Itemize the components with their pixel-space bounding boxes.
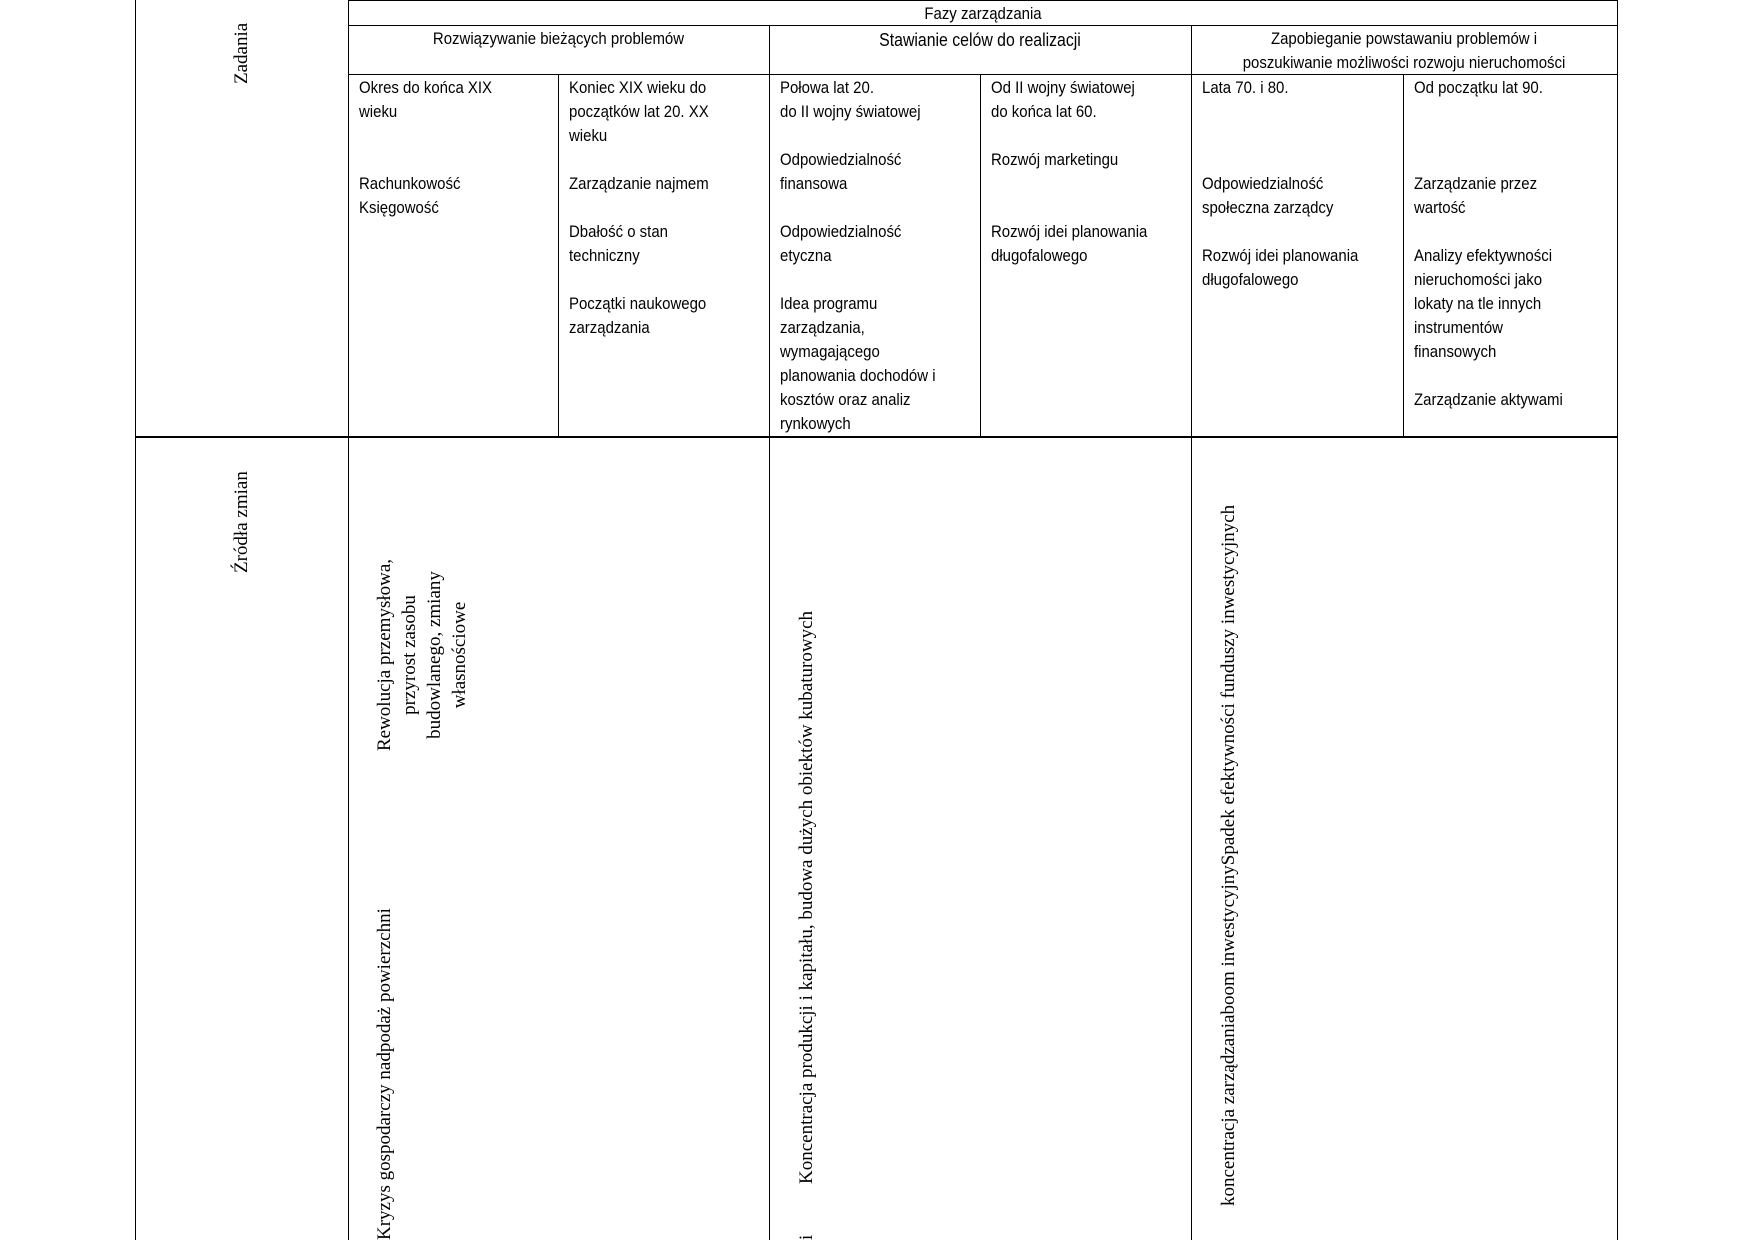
period-text-line: Zarządzanie aktywami xyxy=(1414,390,1563,409)
source-phase1-b: Kryzys gospodarczy nadpodaż powierzchni xyxy=(374,908,395,1240)
label-column-border xyxy=(348,0,349,1240)
phase-border-2 xyxy=(1191,25,1192,1240)
period-text-line: kosztów oraz analiz xyxy=(780,390,911,409)
period-text-line: Rozwój idei planowania xyxy=(1202,246,1359,265)
period-text-line: zarządzania, xyxy=(780,318,865,337)
period-text-line: techniczny xyxy=(569,246,640,265)
header-main: Fazy zarządzania xyxy=(924,4,1042,23)
period-text-line: finansowych xyxy=(1414,342,1497,361)
period-text-line: Odpowiedzialność xyxy=(780,150,902,169)
phase-3-header-line2: poszukiwanie możliwości rozwoju nieruchomości xyxy=(1242,53,1566,72)
period-text-line: do końca lat 60. xyxy=(991,102,1097,121)
period-text-line: etyczna xyxy=(780,246,832,265)
period-text-line: finansowa xyxy=(780,174,848,193)
table-left-border xyxy=(135,0,136,1240)
period-text-line: Idea programu xyxy=(780,294,878,313)
source-phase1-a-line3: budowlanego, zmiany xyxy=(424,571,445,739)
source-phase1-a-line2: przyrost zasobu xyxy=(399,595,420,715)
period-text-line: Lata 70. i 80. xyxy=(1202,78,1289,97)
source-phase2-b: i xyxy=(796,1234,817,1240)
period-text-line: Od początku lat 90. xyxy=(1414,78,1543,97)
period-text-line: Zarządzanie przez xyxy=(1414,174,1538,193)
phase-border-1 xyxy=(769,25,770,1240)
period-text-line: wieku xyxy=(569,126,608,145)
period-text-line: Rozwój idei planowania xyxy=(991,222,1148,241)
period-text-line: Koniec XIX wieku do xyxy=(569,78,707,97)
source-phase3-a: Spadek efektywności funduszy inwestycyjnych xyxy=(1218,504,1239,866)
col-border-3 xyxy=(980,74,981,436)
period-text-line: Dbałość o stan xyxy=(569,222,668,241)
source-phase1-a-line1: Rewolucja przemysłowa, xyxy=(374,558,395,752)
source-phase1-a xyxy=(372,540,472,770)
period-text-line: Rozwój marketingu xyxy=(991,150,1119,169)
row-label-sources: Źródła zmian xyxy=(231,471,252,573)
phase-1-header: Rozwiązywanie bieżących problemów xyxy=(432,29,685,48)
col-border-5 xyxy=(1403,74,1404,436)
period-text-line: rynkowych xyxy=(780,414,851,433)
period-text-line: długofalowego xyxy=(1202,270,1299,289)
period-text-line: wymagającego xyxy=(780,342,880,361)
period-text-line: instrumentów xyxy=(1414,318,1503,337)
period-text-line: Połowa lat 20. xyxy=(780,78,874,97)
phase-3-header-line1: Zapobieganie powstawaniu problemów i xyxy=(1270,29,1538,48)
table-right-border xyxy=(1617,0,1618,1240)
period-text-line: wartość xyxy=(1414,198,1466,217)
period-text-line: zarządzania xyxy=(569,318,650,337)
period-text-line: długofalowego xyxy=(991,246,1088,265)
period-text-line: Okres do końca XIX xyxy=(359,78,493,97)
table-top-border xyxy=(348,0,1618,1)
period-text-line: nieruchomości jako xyxy=(1414,270,1543,289)
period-text-line: Rachunkowość xyxy=(359,174,461,193)
phase-2-header: Stawianie celów do realizacji xyxy=(879,30,1081,50)
period-text-line: Początki naukowego xyxy=(569,294,707,313)
period-text-line: Od II wojny światowej xyxy=(991,78,1135,97)
period-text-line: do II wojny światowej xyxy=(780,102,921,121)
row-label-tasks: Zadania xyxy=(231,22,252,84)
source-phase3-combined xyxy=(1216,505,1241,1206)
source-phase1-a-line4: własnościowe xyxy=(449,601,470,709)
period-text-line: Księgowość xyxy=(359,198,439,217)
section-divider xyxy=(135,436,1618,438)
source-phase2-a: Koncentracja produkcji i kapitału, budowa dużych obiektów kubaturowych xyxy=(796,611,817,1184)
period-text-line: wieku xyxy=(359,102,398,121)
period-text-line: lokaty na tle innych xyxy=(1414,294,1542,313)
period-text-line: Analizy efektywności xyxy=(1414,246,1553,265)
period-text-line: początków lat 20. XX xyxy=(569,102,709,121)
period-text-line: Zarządzanie najmem xyxy=(569,174,709,193)
period-text-line: Odpowiedzialność xyxy=(780,222,902,241)
period-text-line: społeczna zarządcy xyxy=(1202,198,1334,217)
period-text-line: planowania dochodów i xyxy=(780,366,936,385)
period-text-line: Odpowiedzialność xyxy=(1202,174,1324,193)
source-phase3-b: koncentracja zarządzaniaboom inwestycyjny xyxy=(1218,865,1239,1206)
col-border-1 xyxy=(558,74,559,436)
